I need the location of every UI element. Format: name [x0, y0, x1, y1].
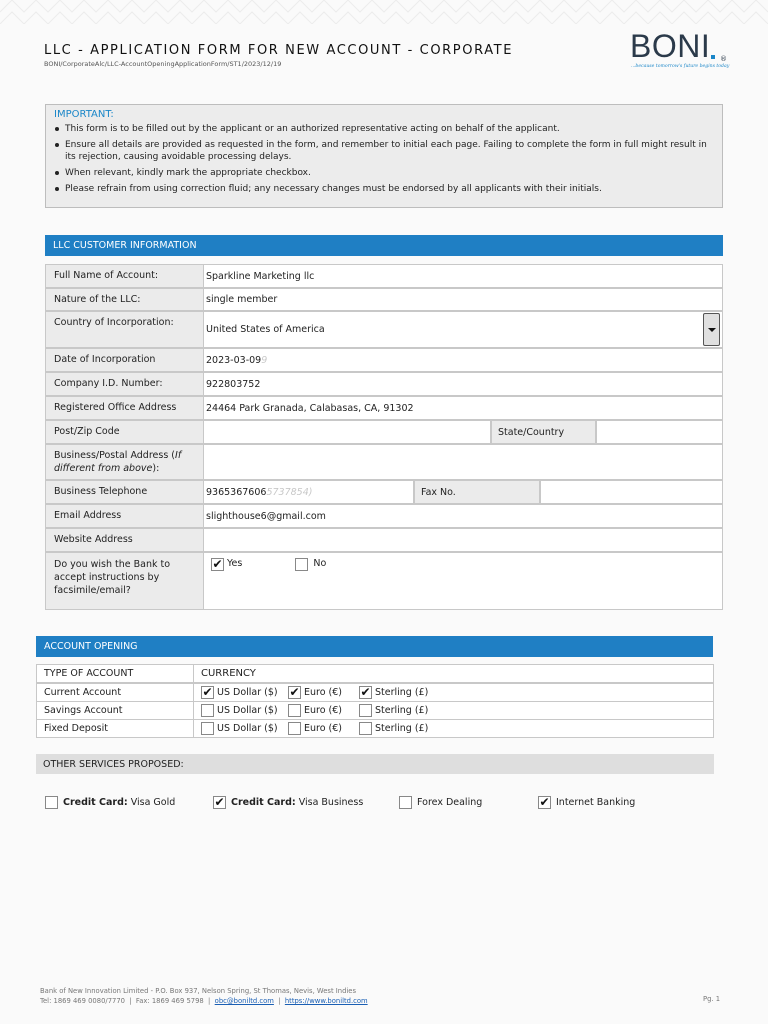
- form-reference: BONI/CorporateAlc/LLC-AccountOpeningApplicationForm/ST1/2023/12/19: [44, 60, 282, 68]
- label-email: Email Address: [45, 504, 203, 528]
- label-telephone: Business Telephone: [45, 480, 203, 504]
- row-facsimile: [45, 552, 723, 610]
- important-notice: [45, 104, 723, 208]
- section-header-customer: LLC CUSTOMER INFORMATION: [45, 235, 723, 256]
- label-office-address: Registered Office Address: [45, 396, 203, 420]
- input-website[interactable]: [203, 528, 723, 552]
- important-title: IMPORTANT:: [54, 109, 114, 120]
- currency-label: Sterling (£): [375, 705, 429, 716]
- input-full-name[interactable]: Sparkline Marketing llc: [203, 264, 723, 288]
- page-title: LLC - APPLICATION FORM FOR NEW ACCOUNT - CORPORATE: [44, 43, 514, 58]
- date-value: 2023-03-09: [206, 354, 262, 366]
- important-item: Ensure all details are provided as requested in the form, and remember to initial each page. Failing to complete the form in full might result in its rejection, causing avoidable processing delays.: [54, 139, 714, 163]
- visa-business-checkbox[interactable]: ✔: [214, 795, 225, 809]
- account-row: [36, 683, 714, 702]
- facsimile-options: [203, 552, 723, 610]
- page-number: Pg. 1: [703, 995, 721, 1003]
- currency-checkbox[interactable]: [201, 704, 214, 717]
- col-header-currency: CURRENCY: [193, 664, 714, 683]
- account-row: [36, 701, 714, 720]
- label-facsimile: Do you wish the Bank to accept instructions by facsimile/email?: [45, 552, 203, 610]
- input-email[interactable]: slighthouse6@gmail.com: [203, 504, 723, 528]
- currency-options: [193, 701, 714, 720]
- footer: [40, 986, 368, 1006]
- telephone-placeholder: 5737854): [266, 486, 313, 498]
- currency-label: Sterling (£): [375, 687, 429, 698]
- row-nature: [45, 288, 723, 311]
- service-label: Visa Gold: [130, 797, 176, 808]
- bank-logo: [624, 28, 734, 72]
- logo-text: BONI: [630, 28, 711, 64]
- account-type: Savings Account: [36, 701, 193, 720]
- footer-contact: [40, 996, 368, 1006]
- row-postal-address: [45, 444, 723, 480]
- visa-gold-checkbox[interactable]: [45, 796, 58, 809]
- input-office-address[interactable]: 24464 Park Granada, Calabasas, CA, 91302: [203, 396, 723, 420]
- header-pattern: [0, 0, 768, 24]
- footer-website-link[interactable]: https://www.boniltd.com: [284, 997, 368, 1005]
- logo-tagline: ...because tomorrow's future begins today: [631, 64, 730, 69]
- col-header-type: TYPE OF ACCOUNT: [36, 664, 193, 683]
- currency-checkbox[interactable]: [288, 704, 301, 717]
- currency-option: [201, 704, 278, 717]
- currency-option: [288, 704, 342, 717]
- currency-checkbox[interactable]: [288, 722, 301, 735]
- currency-options: [193, 719, 714, 738]
- label-postzip: Post/Zip Code: [45, 420, 203, 444]
- postal-label-end: ):: [152, 463, 160, 474]
- telephone-value: 9365367606: [206, 486, 267, 498]
- input-company-id[interactable]: 922803752: [203, 372, 723, 396]
- service-bold-label: Credit Card:: [63, 797, 128, 808]
- input-state-country[interactable]: [596, 420, 723, 444]
- facsimile-yes-label: Yes: [227, 558, 243, 569]
- row-office-address: [45, 396, 723, 420]
- currency-checkbox[interactable]: [359, 704, 372, 717]
- currency-label: Euro (€): [304, 723, 343, 734]
- currency-option: [359, 704, 428, 717]
- currency-checkbox[interactable]: ✔: [360, 685, 371, 699]
- section-header-account-opening: ACCOUNT OPENING: [36, 636, 713, 657]
- important-item: Please refrain from using correction fluid; any necessary changes must be endorsed by all applicants with their initials.: [54, 183, 714, 195]
- label-full-name: Full Name of Account:: [45, 264, 203, 288]
- facsimile-no-checkbox[interactable]: [295, 558, 308, 571]
- input-nature[interactable]: single member: [203, 288, 723, 311]
- currency-label: US Dollar ($): [217, 723, 278, 734]
- service-label: Internet Banking: [556, 797, 636, 808]
- currency-option: [359, 722, 428, 735]
- service-label: Forex Dealing: [417, 797, 483, 808]
- important-item: When relevant, kindly mark the appropriate checkbox.: [54, 167, 714, 179]
- currency-label: Euro (€): [304, 705, 343, 716]
- footer-phone: Tel: 1869 469 0080/7770 | Fax: 1869 469 5798 |: [40, 997, 215, 1005]
- postal-label-text: Business/Postal Address (: [54, 450, 176, 461]
- input-telephone[interactable]: [203, 480, 414, 504]
- currency-option: [288, 722, 342, 735]
- select-country-value: United States of America: [206, 324, 325, 335]
- currency-label: Euro (€): [304, 687, 343, 698]
- label-company-id: Company I.D. Number:: [45, 372, 203, 396]
- footer-separator: |: [273, 997, 285, 1005]
- internet-banking-checkbox[interactable]: ✔: [539, 795, 550, 809]
- facsimile-yes-checkbox[interactable]: ✔: [212, 557, 223, 571]
- important-item: This form is to be filled out by the applicant or an authorized representative acting on behalf of the applicant.: [54, 123, 714, 135]
- footer-email-link[interactable]: obc@boniltd.com: [214, 997, 274, 1005]
- currency-checkbox[interactable]: ✔: [202, 685, 213, 699]
- label-fax: Fax No.: [414, 480, 540, 504]
- service-item-visa-business: [213, 796, 363, 809]
- postal-label-note: If different from above: [54, 450, 182, 474]
- row-postzip: [45, 420, 723, 444]
- currency-option: [359, 686, 428, 699]
- account-type: Current Account: [36, 683, 193, 702]
- row-country: [45, 311, 723, 348]
- date-placeholder: 9: [261, 354, 268, 366]
- account-table-header: [36, 664, 714, 683]
- row-company-id: [45, 372, 723, 396]
- footer-address: Bank of New Innovation Limited - P.O. Box 937, Nelson Spring, St Thomas, Nevis, West Indies: [40, 987, 357, 995]
- select-country[interactable]: [203, 311, 723, 348]
- currency-label: Sterling (£): [375, 723, 429, 734]
- currency-option: [201, 722, 278, 735]
- account-type: Fixed Deposit: [36, 719, 193, 738]
- service-item-visa-gold: [45, 796, 175, 809]
- row-telephone: [45, 480, 723, 504]
- input-postzip[interactable]: [203, 420, 491, 444]
- service-item-internet-banking: [538, 796, 635, 809]
- currency-option: [201, 686, 278, 699]
- currency-option: [288, 686, 342, 699]
- important-list: [54, 123, 714, 195]
- logo-registered: ®: [720, 55, 727, 63]
- row-website: [45, 528, 723, 552]
- service-item-forex: [399, 796, 482, 809]
- currency-options: [193, 683, 714, 702]
- chevron-down-icon[interactable]: [703, 313, 720, 346]
- section-header-other-services: OTHER SERVICES PROPOSED:: [36, 754, 714, 774]
- label-postal-address: [45, 444, 203, 480]
- facsimile-no-label: No: [313, 558, 327, 569]
- label-nature: Nature of the LLC:: [45, 288, 203, 311]
- currency-checkbox[interactable]: [359, 722, 372, 735]
- currency-label: US Dollar ($): [217, 687, 278, 698]
- forex-checkbox[interactable]: [399, 796, 412, 809]
- service-bold-label: Credit Card:: [231, 797, 296, 808]
- input-fax[interactable]: [540, 480, 723, 504]
- input-postal-address[interactable]: [203, 444, 723, 480]
- account-row: [36, 719, 714, 738]
- currency-checkbox[interactable]: ✔: [289, 685, 300, 699]
- row-email: [45, 504, 723, 528]
- row-date: [45, 348, 723, 372]
- service-label: Visa Business: [298, 797, 364, 808]
- label-website: Website Address: [45, 528, 203, 552]
- currency-checkbox[interactable]: [201, 722, 214, 735]
- label-state-country: State/Country: [491, 420, 596, 444]
- row-full-name: [45, 264, 723, 288]
- input-date[interactable]: [203, 348, 723, 372]
- label-country: Country of Incorporation:: [45, 311, 203, 348]
- currency-label: US Dollar ($): [217, 705, 278, 716]
- logo-accent: [711, 55, 715, 59]
- label-date: Date of Incorporation: [45, 348, 203, 372]
